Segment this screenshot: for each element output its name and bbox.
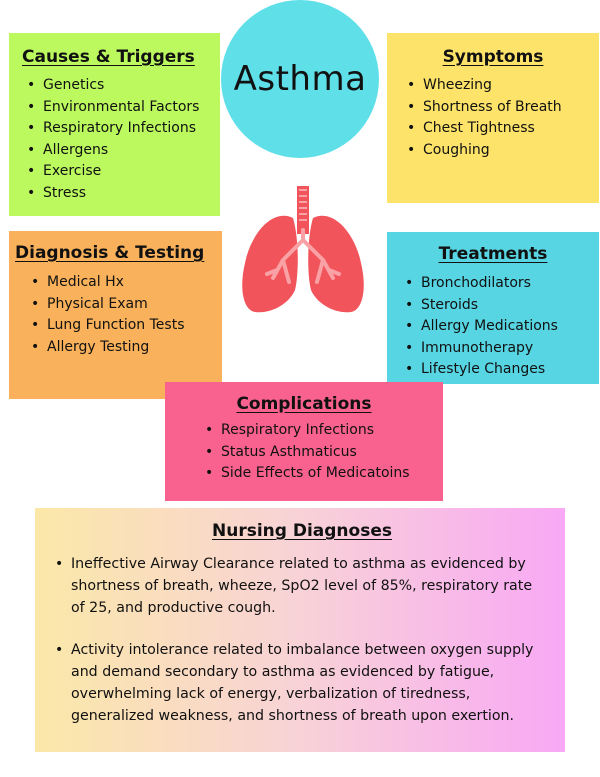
nursing-heading: Nursing Diagnoses (212, 521, 392, 541)
causes-list (27, 75, 220, 204)
list-item: • Immunotherapy (405, 338, 599, 360)
complications-panel (165, 382, 443, 501)
list-item: • Respiratory Infections (205, 420, 443, 442)
symptoms-panel (387, 33, 599, 203)
list-item: • Status Asthmaticus (205, 442, 443, 464)
title-circle (221, 0, 379, 158)
page-title: Asthma (233, 59, 367, 99)
list-item: • Exercise (27, 161, 220, 183)
treatments-list (405, 273, 599, 381)
list-item: • Allergy Testing (31, 337, 222, 359)
list-item: • Respiratory Infections (27, 118, 220, 140)
treatments-panel (387, 232, 599, 384)
symptoms-heading: Symptoms (442, 47, 544, 67)
treatments-heading: Treatments (438, 244, 548, 264)
list-item: • Stress (27, 183, 220, 205)
list-item: • Bronchodilators (405, 273, 599, 295)
list-item: • Medical Hx (31, 272, 222, 294)
complications-heading: Complications (236, 394, 372, 414)
list-item: • Activity intolerance related to imbalance between oxygen supply and demand secondary to asthma as evidenced by fatigue, overwhelming lack of energy, verbalization of tiredness, generalized weakness, and shortness of breath upon exertion. (55, 639, 549, 727)
nursing-list (55, 553, 549, 727)
list-item: • Steroids (405, 295, 599, 317)
causes-heading: Causes & Triggers (22, 47, 195, 67)
causes-triggers-panel (9, 33, 220, 216)
list-item: • Genetics (27, 75, 220, 97)
list-item: • Allergens (27, 140, 220, 162)
diagnosis-list (31, 272, 222, 358)
list-item: • Environmental Factors (27, 97, 220, 119)
list-item: • Wheezing (407, 75, 599, 97)
list-item: • Ineffective Airway Clearance related to asthma as evidenced by shortness of breath, wheeze, SpO2 level of 85%, respiratory rate of 25, and productive cough. (55, 553, 549, 619)
diagnosis-testing-panel (9, 231, 222, 399)
list-item: • Shortness of Breath (407, 97, 599, 119)
diagnosis-heading: Diagnosis & Testing (15, 243, 205, 263)
list-item: • Coughing (407, 140, 599, 162)
nursing-diagnoses-panel (35, 508, 565, 752)
complications-list (205, 420, 443, 485)
list-item: • Chest Tightness (407, 118, 599, 140)
list-item: • Side Effects of Medicatoins (205, 463, 443, 485)
list-item: • Physical Exam (31, 294, 222, 316)
list-item: • Lung Function Tests (31, 315, 222, 337)
symptoms-list (407, 75, 599, 161)
list-item: • Lifestyle Changes (405, 359, 599, 381)
lungs-icon (233, 178, 373, 318)
list-item: • Allergy Medications (405, 316, 599, 338)
